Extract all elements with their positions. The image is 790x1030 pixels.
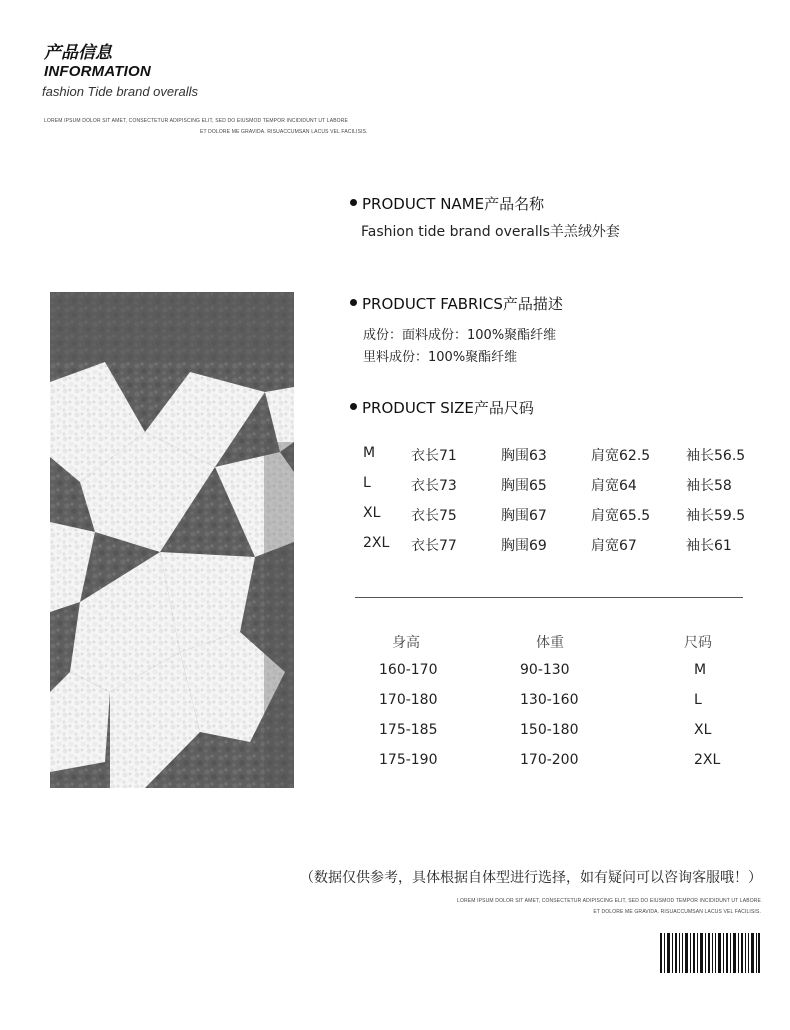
- recommended-size: L: [694, 692, 702, 708]
- weight-range: 170-200: [520, 752, 579, 768]
- weight-range: 150-180: [520, 722, 579, 738]
- table-row: [370, 722, 750, 752]
- table-row: [370, 752, 750, 782]
- product-name-heading: [350, 193, 544, 214]
- weight-range: 90-130: [520, 662, 570, 678]
- header-title-cn: 产品信息: [44, 43, 112, 63]
- product-name-value: Fashion tide brand overalls羊羔绒外套: [361, 224, 620, 240]
- size-label: 2XL: [363, 535, 390, 551]
- table-row: [370, 662, 750, 692]
- height-range: 175-185: [379, 722, 438, 738]
- product-fabrics-title: PRODUCT FABRICS产品描述: [362, 295, 563, 313]
- fabric-line-1: 成份：面料成份：100%聚酯纤维: [363, 328, 557, 343]
- shoulder-width: 肩宽67: [591, 538, 637, 554]
- table-header-row: [370, 632, 750, 662]
- bullet-dot-icon: [350, 199, 357, 206]
- size-label: XL: [363, 505, 381, 521]
- recommended-size: 2XL: [694, 752, 721, 768]
- height-range: 170-180: [379, 692, 438, 708]
- product-name-title: PRODUCT NAME产品名称: [362, 195, 545, 213]
- weight-header: 体重: [536, 635, 564, 651]
- recommended-size: XL: [694, 722, 712, 738]
- bullet-dot-icon: [350, 299, 357, 306]
- garment-length: 衣长73: [411, 478, 457, 494]
- height-header: 身高: [392, 635, 420, 651]
- sleeve-length: 袖长61: [686, 538, 732, 554]
- size-label: L: [363, 475, 371, 491]
- garment-length: 衣长71: [411, 448, 457, 464]
- sleeve-length: 袖长56.5: [686, 448, 746, 464]
- recommended-size: M: [694, 662, 707, 678]
- chest-width: 胸围63: [501, 448, 547, 464]
- header-title-en: INFORMATION: [44, 63, 151, 80]
- chest-width: 胸围67: [501, 508, 547, 524]
- size-reference-table: [370, 632, 750, 782]
- size-label: M: [363, 445, 376, 461]
- header-lorem-line-2: ET DOLORE ME GRAVIDA. RISUACCUMSAN LACUS VEL FACILISIS.: [200, 129, 368, 135]
- size-header: 尺码: [684, 635, 712, 651]
- weight-range: 130-160: [520, 692, 579, 708]
- header-subtitle: fashion Tide brand overalls: [42, 84, 198, 99]
- section-divider: [355, 597, 743, 598]
- shoulder-width: 肩宽64: [591, 478, 637, 494]
- sleeve-length: 袖长58: [686, 478, 732, 494]
- garment-length: 衣长75: [411, 508, 457, 524]
- header-lorem-line-1: LOREM IPSUM DOLOR SIT AMET, CONSECTETUR ADIPISCING ELIT, SED DO EIUSMOD TEMPOR INCIDIDUNT UT LABORE: [44, 118, 348, 124]
- product-size-heading: [350, 397, 534, 418]
- garment-length: 衣长77: [411, 538, 457, 554]
- product-size-title: PRODUCT SIZE产品尺码: [362, 399, 534, 417]
- height-range: 175-190: [379, 752, 438, 768]
- fabric-line-2: 里料成份：100%聚酯纤维: [363, 350, 518, 365]
- footer-lorem-line-2: ET DOLORE ME GRAVIDA. RISUACCUMSAN LACUS VEL FACILISIS.: [593, 909, 761, 915]
- shoulder-width: 肩宽62.5: [591, 448, 651, 464]
- barcode-icon: [659, 933, 761, 973]
- chest-width: 胸围69: [501, 538, 547, 554]
- bullet-dot-icon: [350, 403, 357, 410]
- product-fabrics-heading: [350, 293, 563, 314]
- height-range: 160-170: [379, 662, 438, 678]
- disclaimer-note: （数据仅供参考，具体根据自体型进行选择，如有疑问可以咨询客服哦！）: [300, 870, 762, 886]
- sleeve-length: 袖长59.5: [686, 508, 746, 524]
- table-row: [370, 692, 750, 722]
- fabric-detail-photo: [50, 292, 294, 788]
- chest-width: 胸围65: [501, 478, 547, 494]
- footer-lorem-line-1: LOREM IPSUM DOLOR SIT AMET, CONSECTETUR ADIPISCING ELIT, SED DO EIUSMOD TEMPOR INCIDIDUNT UT LABORE: [457, 898, 761, 904]
- shoulder-width: 肩宽65.5: [591, 508, 651, 524]
